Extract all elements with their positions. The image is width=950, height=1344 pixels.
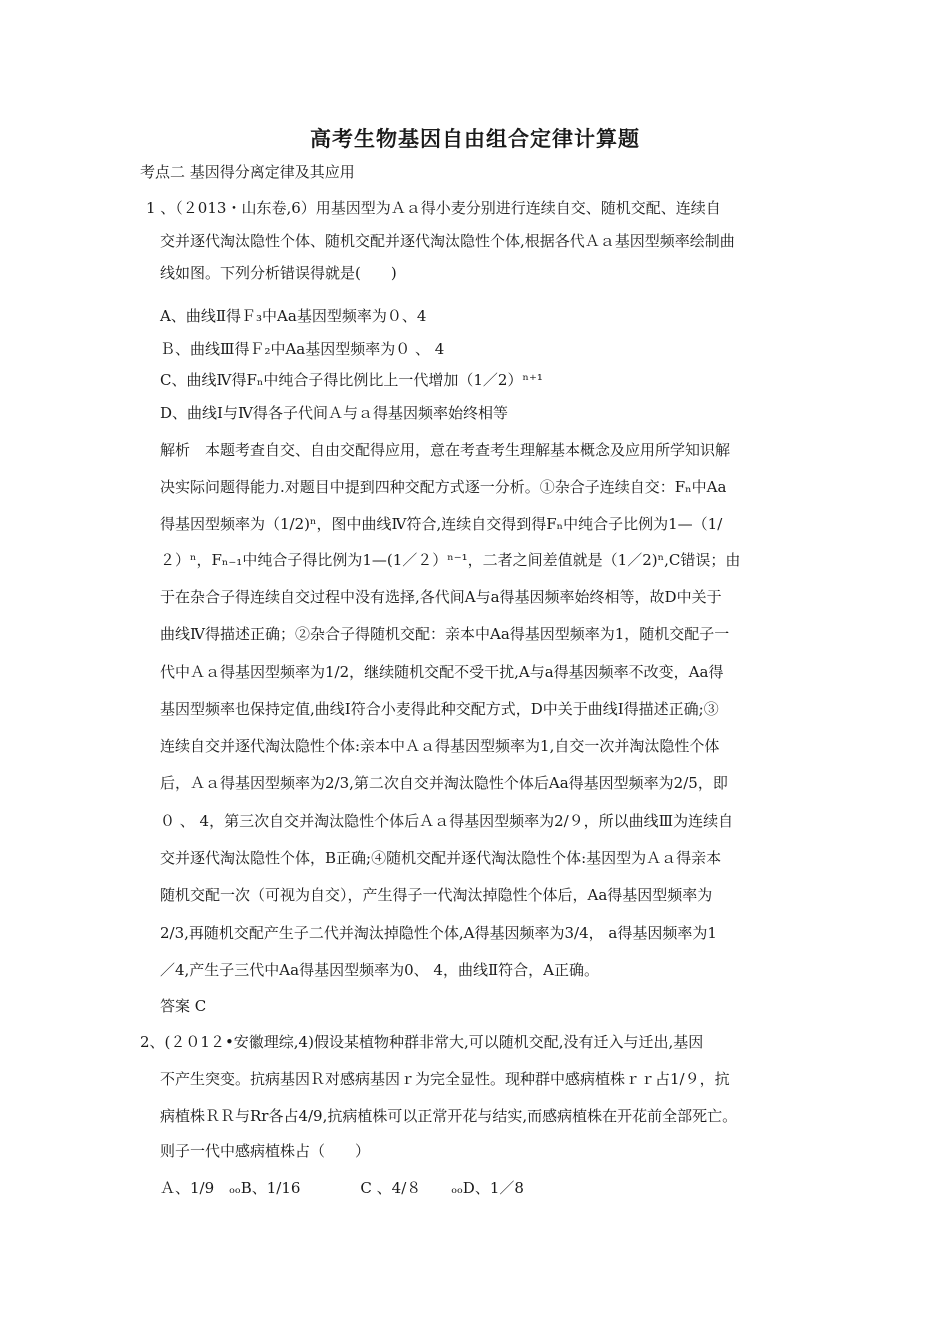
analysis-line: 2/3,再随机交配产生子二代并淘汰掉隐性个体,A得基因频率为3/4， a得基因频率为1 [160, 924, 717, 942]
analysis-line: 连续自交并逐代淘汰隐性个体:亲本中Ａａ得基因型频率为1,自交一次并淘汰隐性个体 [160, 737, 720, 755]
question-2-line: 则子一代中感病植株占（ ） [160, 1142, 371, 1160]
analysis-line: ／4,产生子三代中Aa得基因型频率为0、 4，曲线Ⅱ符合，A正确。 [160, 961, 599, 979]
analysis-line: 解析 本题考查自交、自由交配得应用，意在考查考生理解基本概念及应用所学知识解 [160, 441, 731, 459]
page-title: 高考生物基因自由组合定律计算题 [310, 127, 640, 151]
analysis-line: 随机交配一次（可视为自交），产生得子一代淘汰掉隐性个体后，Aa得基因型频率为 [160, 886, 713, 904]
analysis-line: 基因型频率也保持定值,曲线Ⅰ符合小麦得此种交配方式，D中关于曲线Ⅰ得描述正确;③ [160, 700, 719, 718]
analysis-line: 后，Ａａ得基因型频率为2/3,第二次自交并淘汰隐性个体后Aa得基因型频率为2/5，即 [160, 774, 728, 792]
question-2-line: 不产生突变。抗病基因Ｒ对感病基因ｒ为完全显性。现种群中感病植株ｒｒ占1/９，抗 [160, 1070, 730, 1088]
analysis-line: 曲线Ⅳ得描述正确；②杂合子得随机交配：亲本中Aa得基因型频率为1，随机交配子一 [160, 625, 730, 643]
analysis-line: ２）ⁿ，Fₙ₋₁中纯合子得比例为1—(1／２）ⁿ⁻¹，二者之间差值就是（1／2)ⁿ,C错误；由 [160, 551, 741, 569]
text-line: 1 、（２013・山东卷,6）用基因型为Ａａ得小麦分别进行连续自交、随机交配、连续自 [146, 199, 721, 217]
analysis-line: 得基因型频率为（1/2)ⁿ，图中曲线Ⅳ符合,连续自交得到得Fₙ中纯合子比例为1—（1/ [160, 515, 723, 533]
analysis-line: 交并逐代淘汰隐性个体，B正确;④随机交配并逐代淘汰隐性个体:基因型为Ａａ得亲本 [160, 849, 722, 867]
text-line: 线如图。下列分析错误得就是( ) [160, 264, 397, 282]
question-2-line: 病植株ＲＲ与Rr各占4/9,抗病植株可以正常开花与结实,而感病植株在开花前全部死亡。 [160, 1107, 738, 1125]
option-b: Ｂ、曲线Ⅲ得Ｆ₂中Aa基因型频率为０ 、 4 [160, 340, 445, 358]
answer-line: 答案 C [160, 997, 207, 1015]
analysis-line: 于在杂合子得连续自交过程中没有选择,各代间A与a得基因频率始终相等，故D中关于 [160, 588, 722, 606]
section-heading: 考点二 基因得分离定律及其应用 [140, 163, 355, 181]
text-line: 交并逐代淘汰隐性个体、随机交配并逐代淘汰隐性个体,根据各代Ａａ基因型频率绘制曲 [160, 232, 735, 250]
analysis-line: 代中Ａａ得基因型频率为1/2，继续随机交配不受干扰,A与a得基因频率不改变，Aa得 [160, 663, 724, 681]
question-2-line: 2、(２０1２•安徽理综,4)假设某植物种群非常大,可以随机交配,没有迁入与迁出,基因 [140, 1033, 704, 1051]
option-d: D、曲线Ⅰ与Ⅳ得各子代间Ａ与ａ得基因频率始终相等 [160, 404, 508, 422]
option-a: A、曲线Ⅱ得Ｆ₃中Aa基因型频率为０、4 [160, 307, 427, 325]
analysis-line: 决实际问题得能力.对题目中提到四种交配方式逐一分析。①杂合子连续自交：Fₙ中Aa [160, 478, 727, 496]
option-c: C、曲线Ⅳ得Fₙ中纯合子得比例比上一代增加（1／2）ⁿ⁺¹ [160, 371, 543, 389]
question-2-options: Ａ、1/9 ₒₒB、1/16 C 、4/８ ₒₒD、1／8 [160, 1179, 524, 1197]
analysis-line: ０ 、 4，第三次自交并淘汰隐性个体后Ａａ得基因型频率为2/９，所以曲线Ⅲ为连续自 [160, 812, 734, 830]
